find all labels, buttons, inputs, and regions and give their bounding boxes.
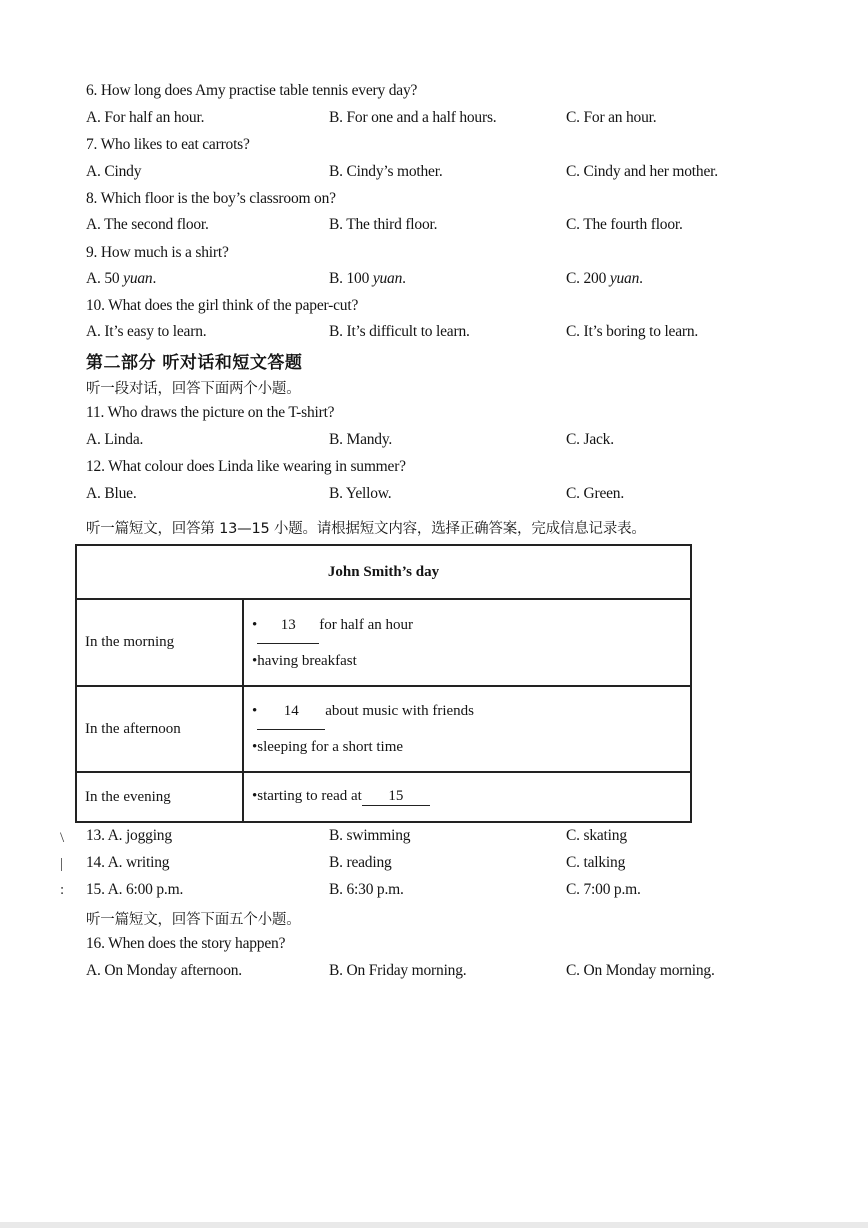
instruction-passage-2: 听一篇短文，回答下面五个小题。	[86, 912, 301, 928]
q6-option-b: B. For one and a half hours.	[329, 109, 497, 126]
q13-option-a: 13. A. jogging	[86, 827, 172, 844]
q7-option-b: B. Cindy’s mother.	[329, 163, 443, 180]
table-row-afternoon	[76, 686, 691, 772]
row-label-afternoon: In the afternoon	[76, 686, 243, 772]
q15-option-c: C. 7:00 p.m.	[566, 881, 641, 898]
section-title: 第二部分 听对话和短文答题	[86, 353, 303, 373]
instruction-passage: 听一篇短文，回答第 13—15 小题。请根据短文内容，选择正确答案，完成信息记录表。	[86, 521, 646, 537]
row-content-afternoon: • 14 about music with friends •sleeping for a short time	[243, 686, 691, 772]
answer-blank-13: 13	[257, 607, 319, 644]
q10-option-c: C. It’s boring to learn.	[566, 323, 699, 340]
q9-option-c: C. 200 yuan.	[566, 270, 643, 287]
q12-stem: 12. What colour does Linda like wearing in summer?	[86, 458, 406, 475]
q16-stem: 16. When does the story happen?	[86, 935, 286, 952]
q8-option-a: A. The second floor.	[86, 216, 209, 233]
q15-option-a: 15. A. 6:00 p.m.	[86, 881, 184, 898]
table-row-evening	[76, 772, 691, 822]
row-content-morning: • 13 for half an hour •having breakfast	[243, 599, 691, 686]
table-title: John Smith’s day	[76, 545, 691, 599]
scan-bottom-edge	[0, 1222, 868, 1228]
q8-option-b: B. The third floor.	[329, 216, 438, 233]
row-label-morning: In the morning	[76, 599, 243, 686]
q16-option-a: A. On Monday afternoon.	[86, 962, 242, 979]
q15-option-b: B. 6:30 p.m.	[329, 881, 404, 898]
q13-option-b: B. swimming	[329, 827, 411, 844]
afternoon-activity-2: •sleeping for a short time	[252, 739, 404, 755]
morning-activity-2: •having breakfast	[252, 652, 357, 669]
q9-stem: 9. How much is a shirt?	[86, 244, 229, 261]
q12-option-c: C. Green.	[566, 485, 625, 502]
q6-stem: 6. How long does Amy practise table tennis every day?	[86, 82, 418, 99]
table-row-morning	[76, 599, 691, 686]
margin-mark: \	[60, 830, 65, 846]
q12-option-b: B. Yellow.	[329, 485, 392, 502]
q11-option-a: A. Linda.	[86, 431, 144, 448]
margin-mark: :	[60, 882, 65, 898]
answer-blank-14: 14	[257, 693, 325, 730]
q11-stem: 11. Who draws the picture on the T-shirt?	[86, 404, 335, 421]
q7-option-a: A. Cindy	[86, 163, 142, 180]
q6-option-a: A. For half an hour.	[86, 109, 205, 126]
q7-stem: 7. Who likes to eat carrots?	[86, 136, 250, 153]
q10-option-b: B. It’s difficult to learn.	[329, 323, 470, 340]
q16-option-b: B. On Friday morning.	[329, 962, 467, 979]
q8-option-c: C. The fourth floor.	[566, 216, 683, 233]
q8-stem: 8. Which floor is the boy’s classroom on?	[86, 190, 336, 207]
q10-stem: 10. What does the girl think of the paper-cut?	[86, 297, 359, 314]
info-record-table	[75, 544, 692, 823]
q9-option-a: A. 50 yuan.	[86, 270, 157, 287]
row-content-evening: •starting to read at 15	[243, 772, 691, 822]
q16-option-c: C. On Monday morning.	[566, 962, 715, 979]
q7-option-c: C. Cindy and her mother.	[566, 163, 718, 180]
q14-option-b: B. reading	[329, 854, 392, 871]
q11-option-c: C. Jack.	[566, 431, 614, 448]
q10-option-a: A. It’s easy to learn.	[86, 323, 207, 340]
q9-option-b: B. 100 yuan.	[329, 270, 406, 287]
row-label-evening: In the evening	[76, 772, 243, 822]
q12-option-a: A. Blue.	[86, 485, 137, 502]
q14-option-a: 14. A. writing	[86, 854, 170, 871]
q14-option-c: C. talking	[566, 854, 626, 871]
instruction-dialogue: 听一段对话，回答下面两个小题。	[86, 381, 301, 397]
margin-mark: |	[60, 856, 64, 872]
q13-option-c: C. skating	[566, 827, 627, 844]
q6-option-c: C. For an hour.	[566, 109, 657, 126]
answer-blank-15: 15	[362, 788, 430, 806]
q11-option-b: B. Mandy.	[329, 431, 393, 448]
